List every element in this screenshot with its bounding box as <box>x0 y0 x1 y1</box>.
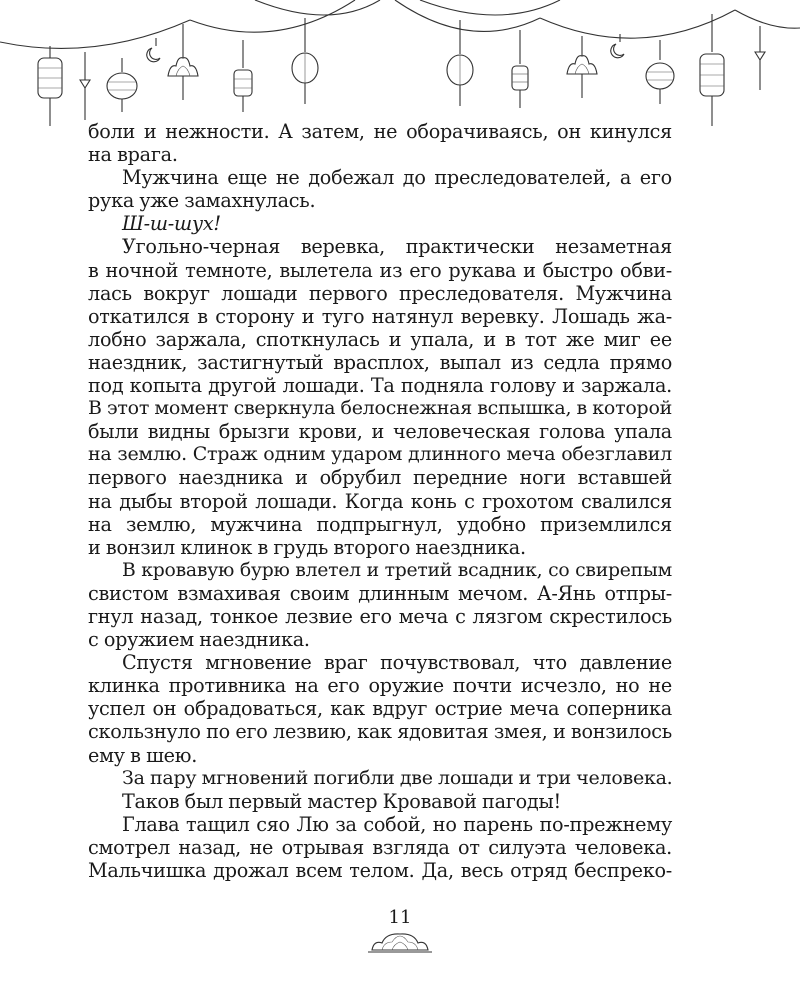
text-line: на землю. Страж одним ударом длинного меча обезглавил <box>88 443 672 466</box>
text-line: на землю, мужчина подпрыгнул, удобно приземлился <box>88 512 672 536</box>
text-line: наездник, застигнутый врасплох, выпал из седла прямо <box>88 350 672 374</box>
text-line: свистом взмахивая своим длинным мечом. А-Янь отпры- <box>88 581 672 605</box>
pendant-icon <box>755 26 765 90</box>
text-line: ему в шею. <box>88 743 198 767</box>
text-line: лась вокруг лошади первого преследователя. Мужчина <box>88 281 672 305</box>
lantern-icon <box>38 46 62 126</box>
pendant-icon <box>80 52 90 120</box>
text-line: В этот момент сверкнула белоснежная вспышка, в которой <box>88 397 673 420</box>
text-line: смотрел назад, не отрывая взгляда от силуэта человека. <box>88 835 672 859</box>
text-line: Глава тащил сяо Лю за собой, но парень по-прежнему <box>122 812 672 836</box>
text-line: первого наездника и обрубил передние ноги вставшей <box>88 466 672 490</box>
text-line: рука уже замахнулась. <box>88 189 316 213</box>
lantern-icon <box>107 58 137 112</box>
text-line: под копыта другой лошади. Та подняла голову и заржала. <box>88 374 672 398</box>
text-line: на врага. <box>88 143 178 167</box>
lantern-icon <box>512 30 528 108</box>
text-line: на дыбы второй лошади. Когда конь с грохотом свалился <box>88 489 672 513</box>
text-line: Таков был первый мастер Кровавой пагоды! <box>122 789 561 813</box>
lotus-icon <box>567 36 597 98</box>
text-line: клинка противника на его оружие почти исчезло, но не <box>88 674 672 698</box>
lotus-icon <box>168 24 198 100</box>
text-line: откатился в сторону и туго натянул веревку. Лошадь жа- <box>88 304 672 328</box>
lantern-icon <box>292 18 318 104</box>
lantern-icon <box>447 20 473 106</box>
hanging-lanterns-ornament <box>0 0 800 130</box>
text-line: лобно заржала, споткнулась и упала, и в тот же миг ее <box>88 327 672 351</box>
text-line: Спустя мгновение враг почувствовал, что давление <box>122 651 672 675</box>
text-line: Угольно-черная веревка, практически незаметная <box>122 235 672 259</box>
lantern-icon <box>700 14 724 126</box>
text-line: с оружием наездника. <box>88 628 310 652</box>
text-line: В кровавую бурю влетел и третий всадник, со свирепым <box>122 559 672 581</box>
text-line: успел он обрадоваться, как вдруг острие меча соперника <box>88 697 672 721</box>
lantern-icon <box>234 40 252 112</box>
text-line: Мальчишка дрожал всем телом. Да, весь отряд беспреко- <box>88 859 672 882</box>
text-line: боли и нежности. А затем, не оборачиваясь, он кинулся <box>88 120 672 143</box>
text-line: Мужчина еще не добежал до преследователей, а его <box>122 166 672 190</box>
text-line: За пару мгновений погибли две лошади и три человека. <box>122 766 673 789</box>
lantern-icon <box>646 40 674 104</box>
text-line: были видны брызги крови, и человеческая голова упала <box>88 420 672 444</box>
lotus-icon <box>364 930 436 956</box>
text-line: Ш-ш-шух! <box>122 212 221 236</box>
text-line: и вонзил клинок в грудь второго наездника. <box>88 535 526 559</box>
page-number: 11 <box>388 907 412 928</box>
text-line: в ночной темноте, вылетела из его рукава и быстро обви- <box>88 258 672 282</box>
text-line: скользнуло по его лезвию, как ядовитая змея, и вонзилось <box>88 720 672 744</box>
book-page-text <box>88 120 672 882</box>
crescent-moon-icon <box>147 38 160 62</box>
text-line: гнул назад, тонкое лезвие его меча с лязгом скрестилось <box>88 604 672 628</box>
